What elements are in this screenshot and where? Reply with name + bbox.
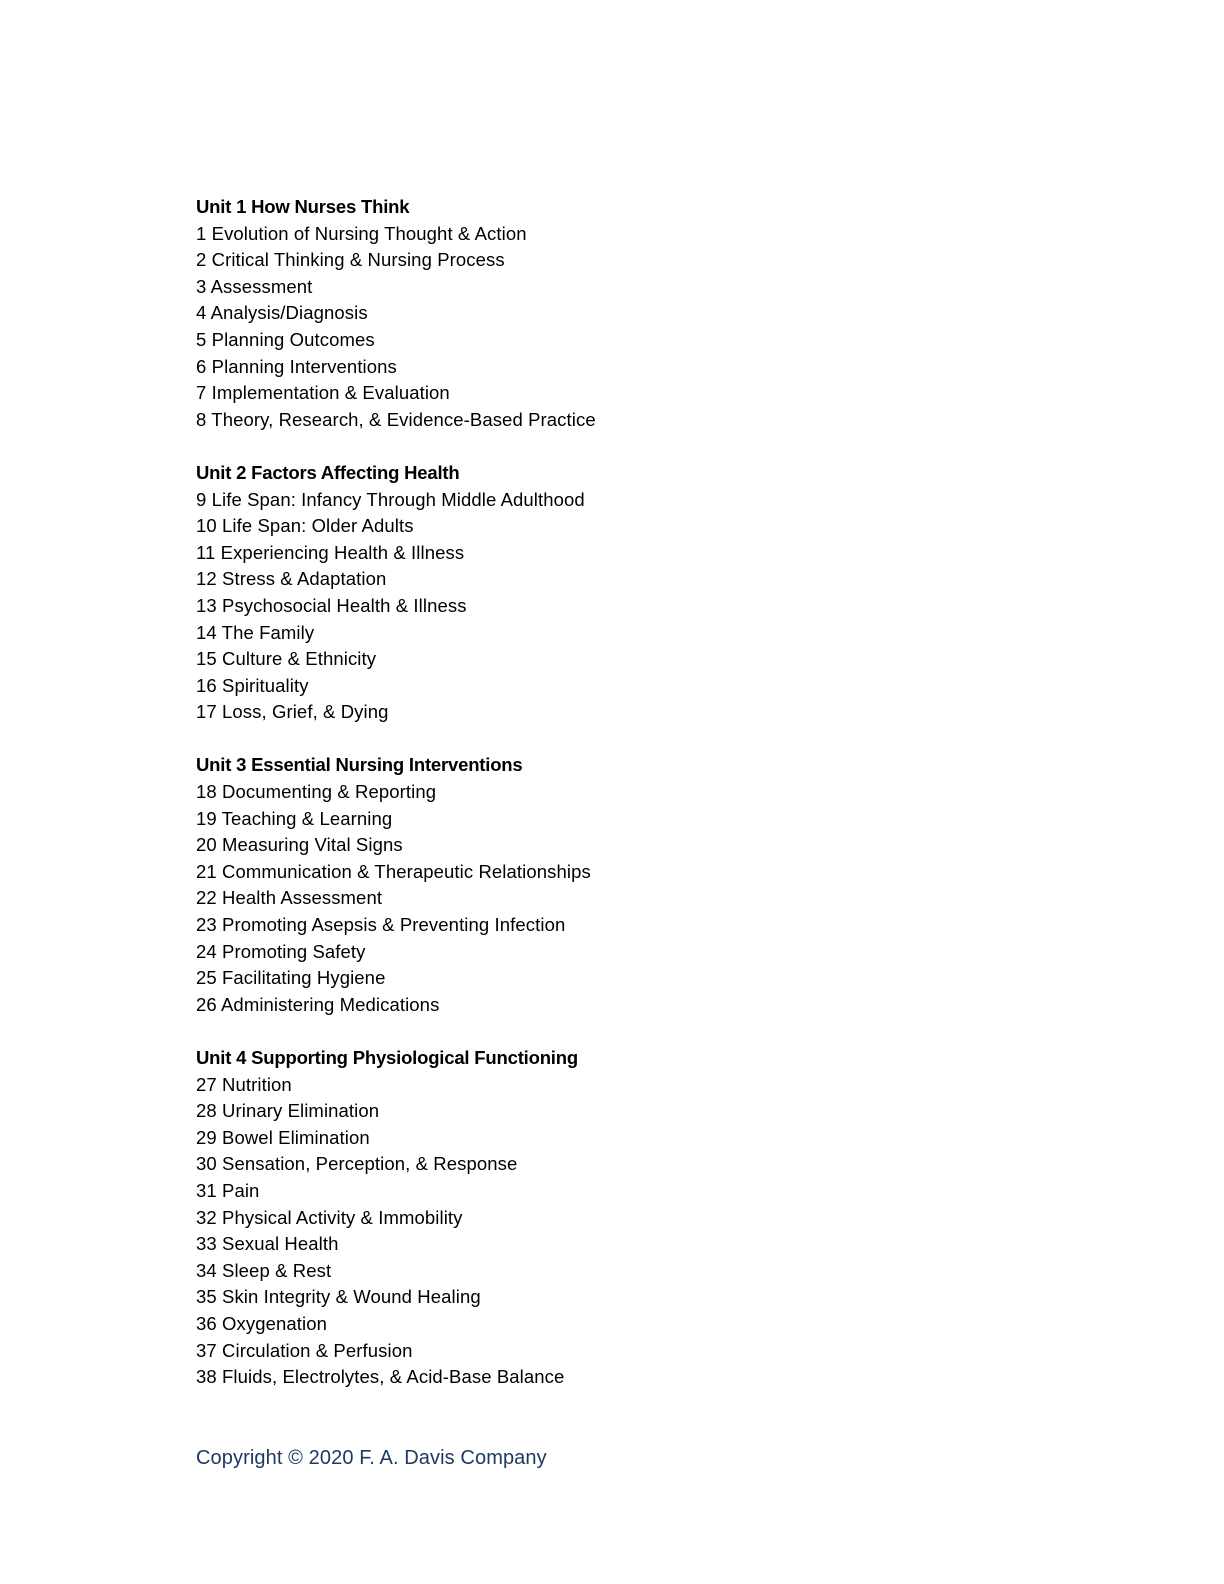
chapter-item: 22 Health Assessment [196, 887, 383, 909]
chapter-item: 33 Sexual Health [196, 1233, 339, 1255]
chapter-list [196, 221, 896, 434]
chapter-item: 32 Physical Activity & Immobility [196, 1206, 463, 1228]
chapter-item: 21 Communication & Therapeutic Relationships [196, 860, 591, 882]
chapter-item: 11 Experiencing Health & Illness [196, 541, 465, 563]
chapter-item: 19 Teaching & Learning [196, 807, 393, 829]
chapter-item: 36 Oxygenation [196, 1312, 327, 1334]
unit-section [196, 460, 896, 726]
chapter-item: 31 Pain [196, 1179, 260, 1201]
chapter-item: 25 Facilitating Hygiene [196, 967, 386, 989]
chapter-item: 12 Stress & Adaptation [196, 568, 387, 590]
chapter-item: 24 Promoting Safety [196, 940, 366, 962]
chapter-item: 10 Life Span: Older Adults [196, 515, 414, 537]
chapter-item: 2 Critical Thinking & Nursing Process [196, 249, 505, 271]
chapter-item: 17 Loss, Grief, & Dying [196, 701, 389, 723]
chapter-item: 35 Skin Integrity & Wound Healing [196, 1286, 481, 1308]
chapter-item: 30 Sensation, Perception, & Response [196, 1153, 518, 1175]
unit-title: Unit 2 Factors Affecting Health [196, 461, 460, 483]
unit-title: Unit 3 Essential Nursing Interventions [196, 754, 523, 776]
chapter-item: 5 Planning Outcomes [196, 328, 375, 350]
chapter-item: 23 Promoting Asepsis & Preventing Infection [196, 914, 566, 936]
chapter-item: 15 Culture & Ethnicity [196, 648, 377, 670]
chapter-item: 29 Bowel Elimination [196, 1126, 370, 1148]
chapter-item: 6 Planning Interventions [196, 355, 397, 377]
chapter-item: 8 Theory, Research, & Evidence-Based Practice [196, 408, 596, 430]
chapter-item: 26 Administering Medications [196, 993, 440, 1015]
unit-title: Unit 1 How Nurses Think [196, 196, 410, 217]
chapter-item: 27 Nutrition [196, 1073, 292, 1095]
chapter-item: 38 Fluids, Electrolytes, & Acid-Base Balance [196, 1366, 565, 1388]
chapter-item: 1 Evolution of Nursing Thought & Action [196, 222, 527, 244]
chapter-item: 7 Implementation & Evaluation [196, 382, 450, 404]
chapter-list [196, 1072, 896, 1391]
chapter-list [196, 487, 896, 726]
chapter-item: 3 Assessment [196, 275, 313, 297]
unit-section [196, 194, 896, 433]
chapter-item: 14 The Family [196, 621, 315, 643]
copyright-footer: Copyright © 2020 F. A. Davis Company [196, 1447, 547, 1469]
chapter-item: 16 Spirituality [196, 674, 309, 696]
chapter-item: 28 Urinary Elimination [196, 1100, 380, 1122]
chapter-item: 13 Psychosocial Health & Illness [196, 594, 467, 616]
chapter-item: 9 Life Span: Infancy Through Middle Adulthood [196, 488, 585, 510]
chapter-item: 4 Analysis/Diagnosis [196, 302, 368, 324]
table-of-contents [196, 194, 896, 1417]
unit-section [196, 752, 896, 1018]
chapter-list [196, 779, 896, 1018]
unit-title: Unit 4 Supporting Physiological Functioning [196, 1047, 578, 1068]
chapter-item: 37 Circulation & Perfusion [196, 1339, 413, 1361]
chapter-item: 18 Documenting & Reporting [196, 781, 437, 803]
chapter-item: 34 Sleep & Rest [196, 1259, 332, 1281]
unit-section [196, 1045, 896, 1391]
chapter-item: 20 Measuring Vital Signs [196, 834, 403, 856]
